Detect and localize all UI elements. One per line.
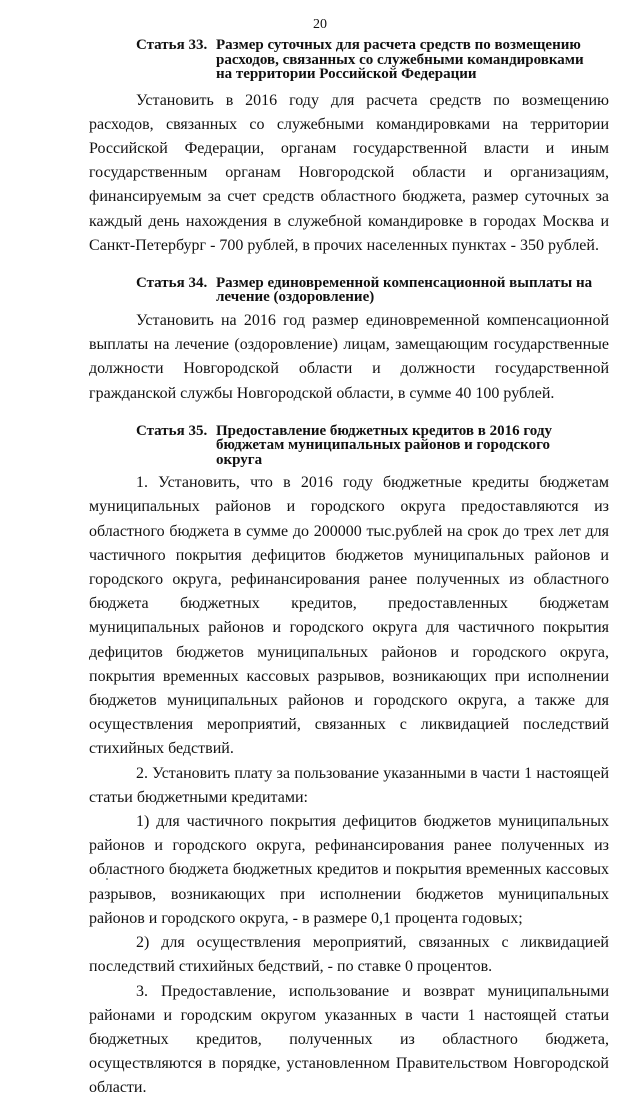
article-number: Статья 35. [136, 422, 208, 439]
paragraph: 3. Предоставление, использование и возврат муниципальными районами и городским округом указанных в части 1 настоящей статьи бюджетных кредитов, полученных из областного бюджета, осуществляются в порядке, установленном Правительством Новгородской области. [89, 982, 609, 1097]
article-34 [89, 276, 609, 406]
article-title: Предоставление бюджетных кредитов в 2016 году бюджетам муниципальных районов и городского округа [216, 422, 552, 468]
page-number: 20 [313, 17, 327, 32]
article-heading [89, 38, 609, 82]
paragraph: 2. Установить плату за пользование указанными в части 1 настоящей статьи бюджетными кредитами: [89, 764, 609, 806]
article-number: Статья 33. [136, 37, 208, 53]
article-35 [89, 424, 609, 1101]
article-title: Размер единовременной компенсационной выплаты на лечение (оздоровление) [216, 274, 593, 306]
paragraph: Установить в 2016 году для расчета средств по возмещению расходов, связанных со служебными командировками на территории Российской Федерации, органам государственной власти и иным государственным органам Новгородской области и организациям, финансируемым за счет средств областного бюджета, размер суточных за каждый день нахождения в служебной командировке в городах Москва и Санкт-Петербург - 700 рублей, в прочих населенных пунктах - 350 рублей. [89, 91, 609, 254]
paragraph: 2) для осуществления мероприятий, связанных с ликвидацией последствий стихийных бедствий, - по ставке 0 процентов. [89, 934, 609, 976]
article-title: Размер суточных для расчета средств по возмещению расходов, связанных со служебными командировками на территории Российской Федерации [216, 37, 584, 82]
article-number: Статья 34. [136, 274, 208, 291]
paragraph: 1. Установить, что в 2016 году бюджетные кредиты бюджетам муниципальных районов и городского округа предоставляются из областного бюджета в сумме до 200000 тыс.рублей на срок до трех лет для частичного покрытия дефицитов бюджетов муниципальных районов и городского округа, рефинансирования ранее полученных из областного бюджета бюджетных кредитов, предоставленных бюджетам муниципальных районов и городского округа для частичного покрытия дефицитов бюджетов муниципальных районов и городского округа, покрытия временных кассовых разрывов, возникающих при исполнении бюджетов муниципальных районов и городского округа, а также для осуществления мероприятий, связанных с ликвидацией последствий стихийных бедствий. [89, 474, 609, 758]
article-33 [89, 38, 609, 258]
document-body [89, 38, 609, 1101]
article-heading [89, 424, 609, 468]
paragraph: 1) для частичного покрытия дефицитов бюджетов муниципальных районов и городского округа, рефинансирования ранее полученных из областного бюджета бюджетных кредитов и покрытия временных кассовых разрывов, возникающих при исполнении бюджетов муниципальных районов и городского округа, - в размере 0,1 процента годовых; [89, 813, 609, 927]
scan-speck [106, 878, 108, 880]
article-heading [89, 276, 609, 305]
paragraph: Установить на 2016 год размер единовременной компенсационной выплаты на лечение (оздоровление) лицам, замещающим государственные должности Новгородской области и должности государственной гражданской службы Новгородской области, в сумме 40 100 рублей. [89, 311, 609, 402]
